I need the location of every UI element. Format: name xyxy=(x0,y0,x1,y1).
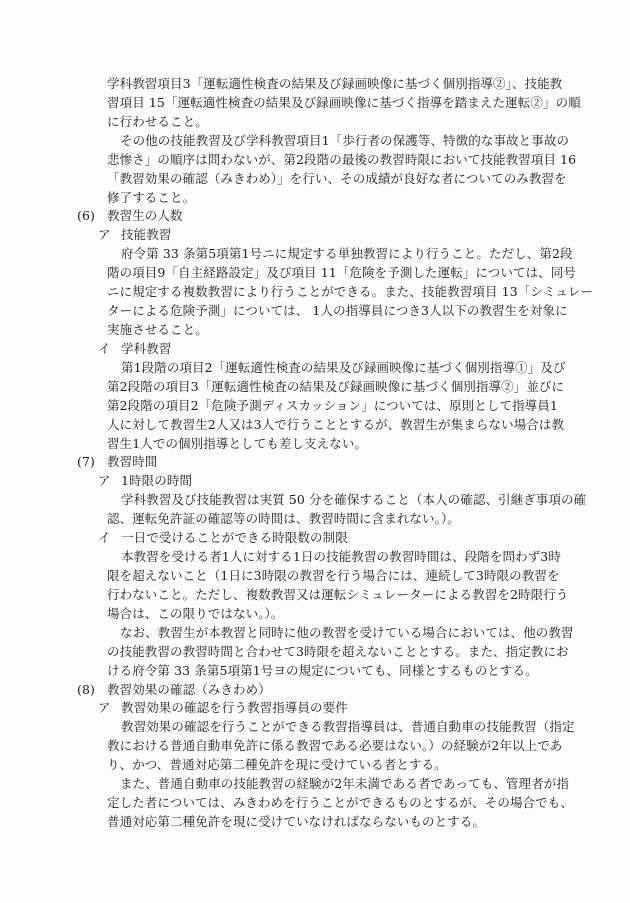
line-text: 第2段階の項目2「危険予測ディスカッション」については、原則として指導員1 xyxy=(107,397,558,413)
text-line xyxy=(0,378,630,397)
sub-item-marker: イ xyxy=(98,340,111,356)
document-text-block xyxy=(0,75,630,832)
line-text: 教における普通自動車免許に係る教習である必要はない。）の経験が2年以上であ xyxy=(107,738,563,754)
line-text: 教習生の人数 xyxy=(107,208,183,224)
line-text: 修了すること。 xyxy=(107,189,196,205)
line-text: 場合は、この限りではない。）。 xyxy=(107,605,284,621)
text-line xyxy=(0,283,630,302)
text-line xyxy=(0,94,630,113)
text-line xyxy=(0,359,630,378)
line-text: 教習時間 xyxy=(107,454,158,470)
text-line xyxy=(0,756,630,775)
line-text: 一日で受けることができる時限数の制限 xyxy=(121,530,348,546)
line-text: 実施させること。 xyxy=(107,321,208,337)
text-line xyxy=(0,718,630,737)
text-line xyxy=(0,113,630,132)
line-text: 認、運転免許証の確認等の時間は、教習時間に含まれない。）。 xyxy=(107,511,460,527)
list-item-line xyxy=(0,207,630,226)
item-number-marker: (8) xyxy=(77,681,96,697)
line-text: なお、教習生が本教習と同時に他の教習を受けている場合においては、他の教習 xyxy=(120,624,574,640)
line-text: ニに規定する複数教習により行うことができる。また、技能教習項目 13「シミュレー xyxy=(107,284,594,300)
list-item-line xyxy=(0,226,630,245)
text-line xyxy=(0,151,630,170)
sub-item-marker: ア xyxy=(98,473,111,489)
line-text: 悲惨さ」の順序は問わないが、第2段階の最後の教習時限において技能教習項目 16 xyxy=(107,151,577,167)
text-line xyxy=(0,132,630,151)
text-line xyxy=(0,586,630,605)
text-line xyxy=(0,548,630,567)
line-text: 階の項目9「自主経路設定」及び項目 11「危険を予測した運転」については、同号 xyxy=(107,265,576,281)
line-text: り、かつ、普通対応第二種免許を現に受けている者とする。 xyxy=(107,757,447,773)
text-line xyxy=(0,491,630,510)
line-text: 「教習効果の確認（みきわめ）」を行い、その成績が良好な者についてのみ教習を xyxy=(107,170,567,186)
list-item-line xyxy=(0,699,630,718)
line-text: 習項目 15「運転適性検査の結果及び録画映像に基づく指導を踏まえた運転②」の順 xyxy=(107,94,581,110)
text-line xyxy=(0,510,630,529)
text-line xyxy=(0,435,630,454)
line-text: 第1段階の項目2「運転適性検査の結果及び録画映像に基づく個別指導①」及び xyxy=(121,359,566,375)
list-item-line xyxy=(0,472,630,491)
line-text: 限を超えないこと（1日に3時限の教習を行う場合には、連続して3時限の教習を xyxy=(107,567,560,583)
sub-item-marker: イ xyxy=(98,530,111,546)
text-line xyxy=(0,775,630,794)
text-line xyxy=(0,75,630,94)
line-text: の技能教習の教習時間と合わせて3時限を超えないこととする。また、指定教にお xyxy=(107,643,569,659)
text-line xyxy=(0,813,630,832)
text-line xyxy=(0,245,630,264)
line-text: その他の技能教習及び学科教習項目1「歩行者の保護等、特徴的な事故と事故の xyxy=(120,132,570,148)
item-number-marker: (6) xyxy=(77,208,96,224)
text-line xyxy=(0,321,630,340)
line-text: 第2段階の項目3「運転適性検査の結果及び録画映像に基づく個別指導②」並びに xyxy=(107,378,565,394)
list-item-line xyxy=(0,340,630,359)
text-line xyxy=(0,302,630,321)
line-text: 府令第 33 条第5項第1号ニに規定する単独教習により行うこと。ただし、第2段 xyxy=(121,246,573,262)
text-line xyxy=(0,605,630,624)
line-text: 行わないこと。ただし、複数教習又は運転シミュレーターによる教習を2時限行う xyxy=(107,586,569,602)
sub-item-marker: ア xyxy=(98,227,111,243)
line-text: 教習効果の確認を行う教習指導員の要件 xyxy=(121,700,348,716)
item-number-marker: (7) xyxy=(77,454,96,470)
line-text: 人に対して教習生2人又は3人で行うこととするが、教習生が集まらない場合は教 xyxy=(107,416,565,432)
list-item-line xyxy=(0,453,630,472)
text-line xyxy=(0,794,630,813)
list-item-line xyxy=(0,681,630,700)
line-text: に行わせること。 xyxy=(107,113,208,129)
text-line xyxy=(0,416,630,435)
text-line xyxy=(0,643,630,662)
text-line xyxy=(0,264,630,283)
text-line xyxy=(0,624,630,643)
text-line xyxy=(0,397,630,416)
line-text: ターによる危険予測」については、 1人の指導員につき3人以下の教習生を対象に xyxy=(107,303,568,319)
text-line xyxy=(0,567,630,586)
line-text: 本教習を受ける者1人に対する1日の技能教習の教習時間は、段階を問わず3時 xyxy=(121,549,561,565)
line-text: 教習効果の確認を行うことができる教習指導員は、普通自動車の技能教習（指定 xyxy=(121,719,575,735)
list-item-line xyxy=(0,529,630,548)
line-text: 教習効果の確認（みきわめ） xyxy=(107,681,271,697)
line-text: また、普通自動車の技能教習の経験が2年未満である者であっても、管理者が指 xyxy=(120,776,569,792)
sub-item-marker: ア xyxy=(98,700,111,716)
line-text: ける府令第 33 条第5項第1号ヨの規定についても、同様とするものとする。 xyxy=(107,662,538,678)
line-text: 1時限の時間 xyxy=(121,473,193,489)
line-text: 学科教習及び技能教習は実質 50 分を確保すること（本人の確認、引継ぎ事項の確 xyxy=(121,492,587,508)
line-text: 普通対応第二種免許を現に受けていなければならないものとする。 xyxy=(107,813,486,829)
line-text: 学科教習 xyxy=(121,340,172,356)
line-text: 学科教習項目3「運転適性検査の結果及び録画映像に基づく個別指導②」、技能教 xyxy=(107,76,563,91)
line-text: 技能教習 xyxy=(121,227,172,243)
text-line xyxy=(0,170,630,189)
text-line xyxy=(0,189,630,208)
text-line xyxy=(0,662,630,681)
line-text: 習生1人での個別指導としても差し支えない。 xyxy=(107,435,368,451)
line-text: 定した者については、みきわめを行うことができるものとするが、その場合でも、 xyxy=(107,795,573,811)
text-line xyxy=(0,737,630,756)
